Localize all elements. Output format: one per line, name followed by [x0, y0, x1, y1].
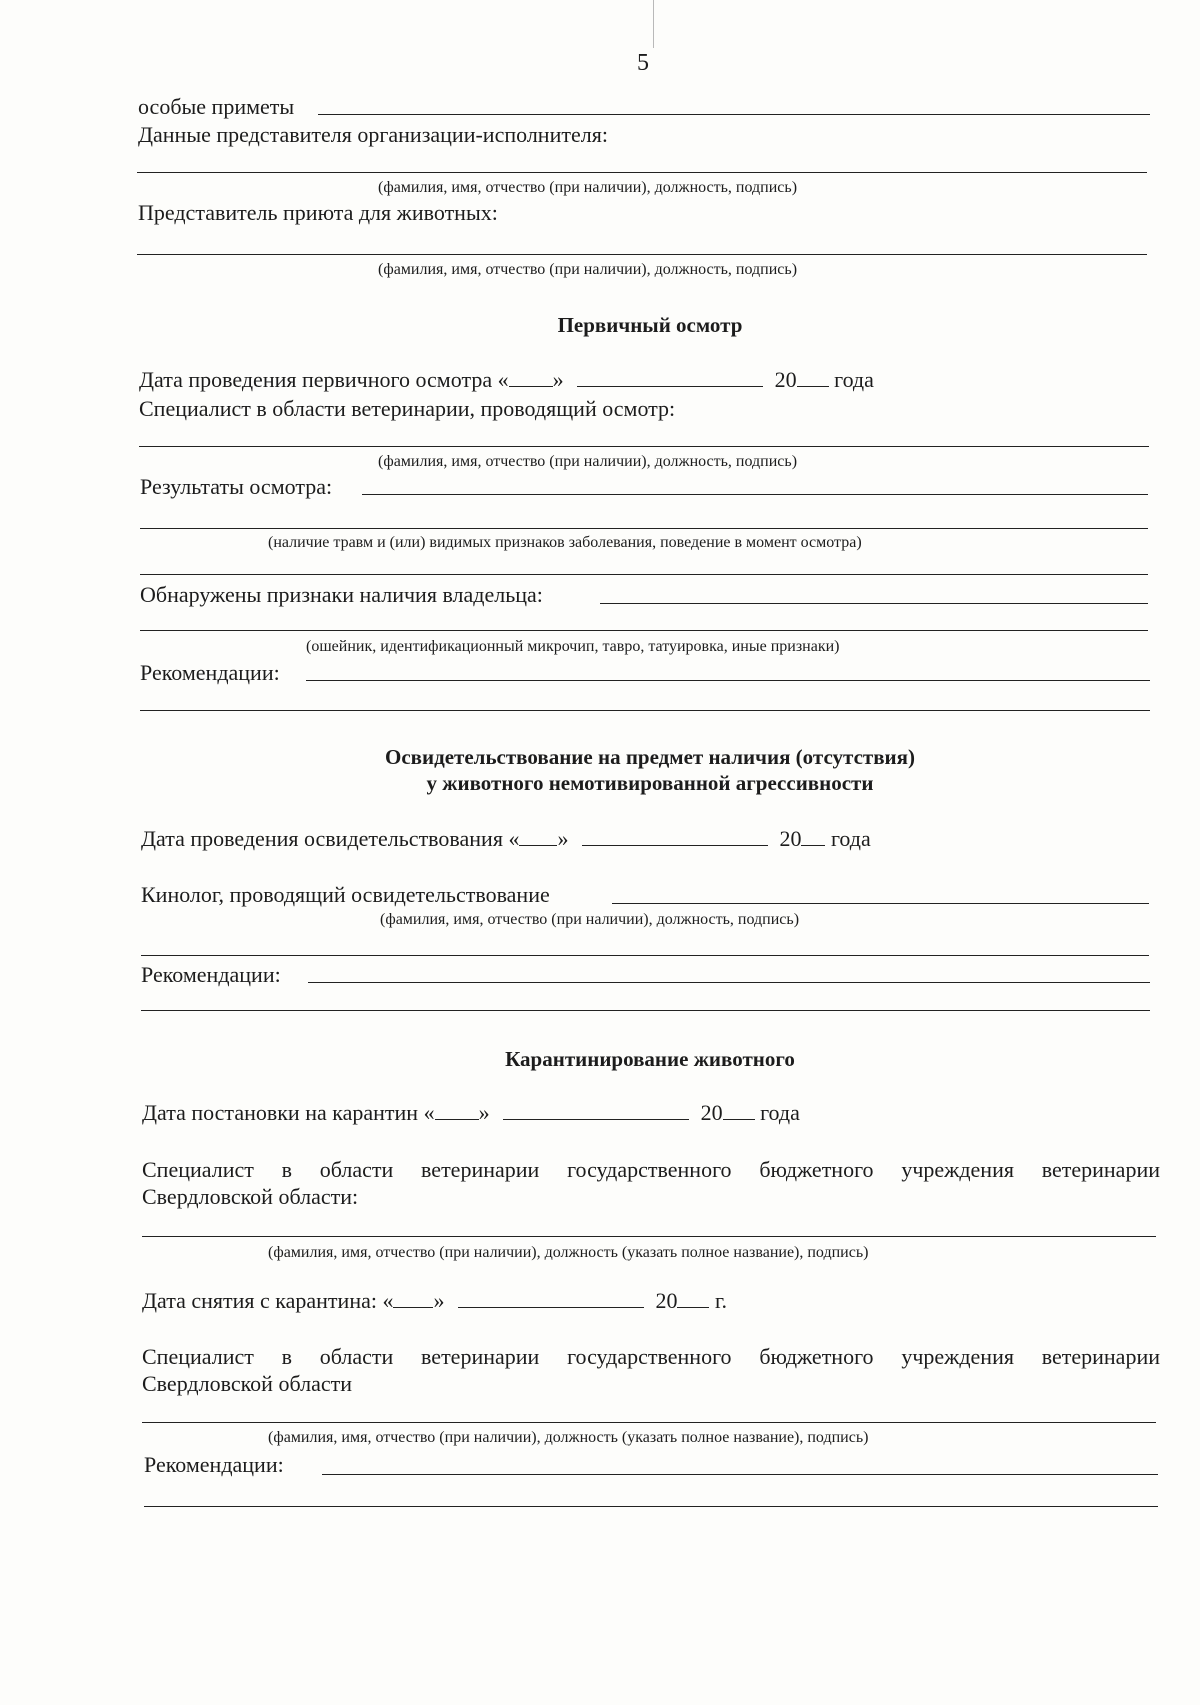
contractor-note: (фамилия, имя, отчество (при наличии), должность, подпись): [378, 179, 798, 196]
primary-recommendations-label: Рекомендации:: [140, 660, 280, 685]
shelter-note: (фамилия, имя, отчество (при наличии), должность, подпись): [378, 261, 798, 278]
quarantine-specialist2-field-line[interactable]: [142, 1422, 1156, 1423]
quarantine-heading: Карантинирование животного: [505, 1047, 795, 1071]
results-note: (наличие травм и (или) видимых признаков заболевания, поведение в момент осмотра): [268, 534, 862, 551]
shelter-label: Представитель приюта для животных:: [138, 200, 498, 225]
aggression-recommendations-label: Рекомендации:: [141, 962, 281, 987]
quarantine-date-label: Дата постановки на карантин «: [142, 1100, 435, 1125]
results-field-line-3[interactable]: [140, 574, 1148, 575]
primary-specialist-label: Специалист в области ветеринарии, проводящий осмотр:: [139, 396, 676, 421]
quarantine-day-field[interactable]: [435, 1105, 479, 1120]
aggression-heading-line2: у животного немотивированной агрессивности: [426, 771, 874, 795]
owner-field-line-1[interactable]: [600, 603, 1148, 604]
cynologist-field-line[interactable]: [612, 903, 1149, 904]
shelter-field-line[interactable]: [137, 254, 1147, 255]
release-month-field[interactable]: [458, 1293, 644, 1308]
primary-year-field[interactable]: [797, 372, 829, 387]
aggression-month-field[interactable]: [582, 831, 768, 846]
quarantine-specialist2-note: (фамилия, имя, отчество (при наличии), должность (указать полное название), подпись): [268, 1429, 869, 1446]
aggression-date-row: [141, 826, 871, 852]
primary-specialist-field-line[interactable]: [139, 446, 1149, 447]
quarantine-year-field[interactable]: [723, 1105, 755, 1120]
release-date-year: 20: [655, 1288, 678, 1313]
quarantine-specialist2-text2: Свердловской области: [142, 1371, 352, 1396]
quarantine-specialist1-text: Специалист в области ветеринарии государственного бюджетного учреждения ветеринарии: [142, 1157, 1160, 1182]
primary-date-suffix: года: [834, 367, 874, 392]
release-day-field[interactable]: [393, 1293, 433, 1308]
primary-date-year: 20: [774, 367, 797, 392]
release-date-row: [142, 1288, 727, 1314]
quarantine-specialist2-text: Специалист в области ветеринарии государственного бюджетного учреждения ветеринарии: [142, 1344, 1160, 1369]
aggression-day-field[interactable]: [519, 831, 557, 846]
primary-day-field[interactable]: [509, 372, 553, 387]
quarantine-recommendations-line-2[interactable]: [144, 1506, 1158, 1507]
results-field-line-1[interactable]: [362, 494, 1148, 495]
scan-crease: [653, 0, 654, 48]
release-year-field[interactable]: [677, 1293, 709, 1308]
quarantine-specialist1-note: (фамилия, имя, отчество (при наличии), должность (указать полное название), подпись): [268, 1244, 869, 1261]
release-date-suffix: г.: [714, 1288, 728, 1313]
features-field-line[interactable]: [318, 114, 1150, 115]
aggression-year-field[interactable]: [801, 831, 825, 846]
aggression-recommendations-line-1[interactable]: [308, 982, 1150, 983]
quarantine-date-year: 20: [700, 1100, 723, 1125]
release-date-label: Дата снятия с карантина: «: [142, 1288, 394, 1313]
primary-recommendations-line-2[interactable]: [140, 710, 1150, 711]
results-field-line-2[interactable]: [140, 528, 1148, 529]
quarantine-specialist1-text2: Свердловской области:: [142, 1184, 359, 1209]
page-number: 5: [637, 50, 649, 76]
primary-recommendations-line-1[interactable]: [306, 680, 1150, 681]
quarantine-recommendations-line-1[interactable]: [322, 1474, 1158, 1475]
aggression-date-year: 20: [779, 826, 802, 851]
primary-date-row: [139, 367, 874, 393]
aggression-date-quote: »: [557, 826, 569, 851]
primary-month-field[interactable]: [577, 372, 763, 387]
results-label: Результаты осмотра:: [140, 474, 333, 499]
cynologist-field-line-2[interactable]: [141, 955, 1149, 956]
release-date-quote: »: [433, 1288, 445, 1313]
owner-label: Обнаружены признаки наличия владельца:: [140, 582, 543, 607]
contractor-field-line[interactable]: [137, 172, 1147, 173]
aggression-date-suffix: года: [830, 826, 871, 851]
primary-date-quote: »: [552, 367, 564, 392]
aggression-heading-line1: Освидетельствование на предмет наличия (отсутствия): [384, 745, 916, 769]
aggression-recommendations-line-2[interactable]: [141, 1010, 1150, 1011]
features-label: особые приметы: [138, 94, 295, 119]
quarantine-date-suffix: года: [760, 1100, 800, 1125]
primary-heading: Первичный осмотр: [557, 313, 743, 337]
aggression-date-label: Дата проведения освидетельствования «: [141, 826, 520, 851]
quarantine-specialist1-field-line[interactable]: [142, 1236, 1156, 1237]
quarantine-month-field[interactable]: [503, 1105, 689, 1120]
primary-date-label: Дата проведения первичного осмотра «: [139, 367, 509, 392]
contractor-label: Данные представителя организации-исполнителя:: [138, 122, 608, 147]
primary-specialist-note: (фамилия, имя, отчество (при наличии), должность, подпись): [378, 453, 798, 470]
owner-field-line-2[interactable]: [140, 630, 1148, 631]
quarantine-date-row: [142, 1100, 800, 1126]
cynologist-note: (фамилия, имя, отчество (при наличии), должность, подпись): [380, 911, 800, 928]
quarantine-date-quote: »: [478, 1100, 490, 1125]
quarantine-recommendations-label: Рекомендации:: [144, 1452, 284, 1477]
owner-note: (ошейник, идентификационный микрочип, тавро, татуировка, иные признаки): [306, 638, 840, 655]
cynologist-label: Кинолог, проводящий освидетельствование: [141, 882, 550, 907]
